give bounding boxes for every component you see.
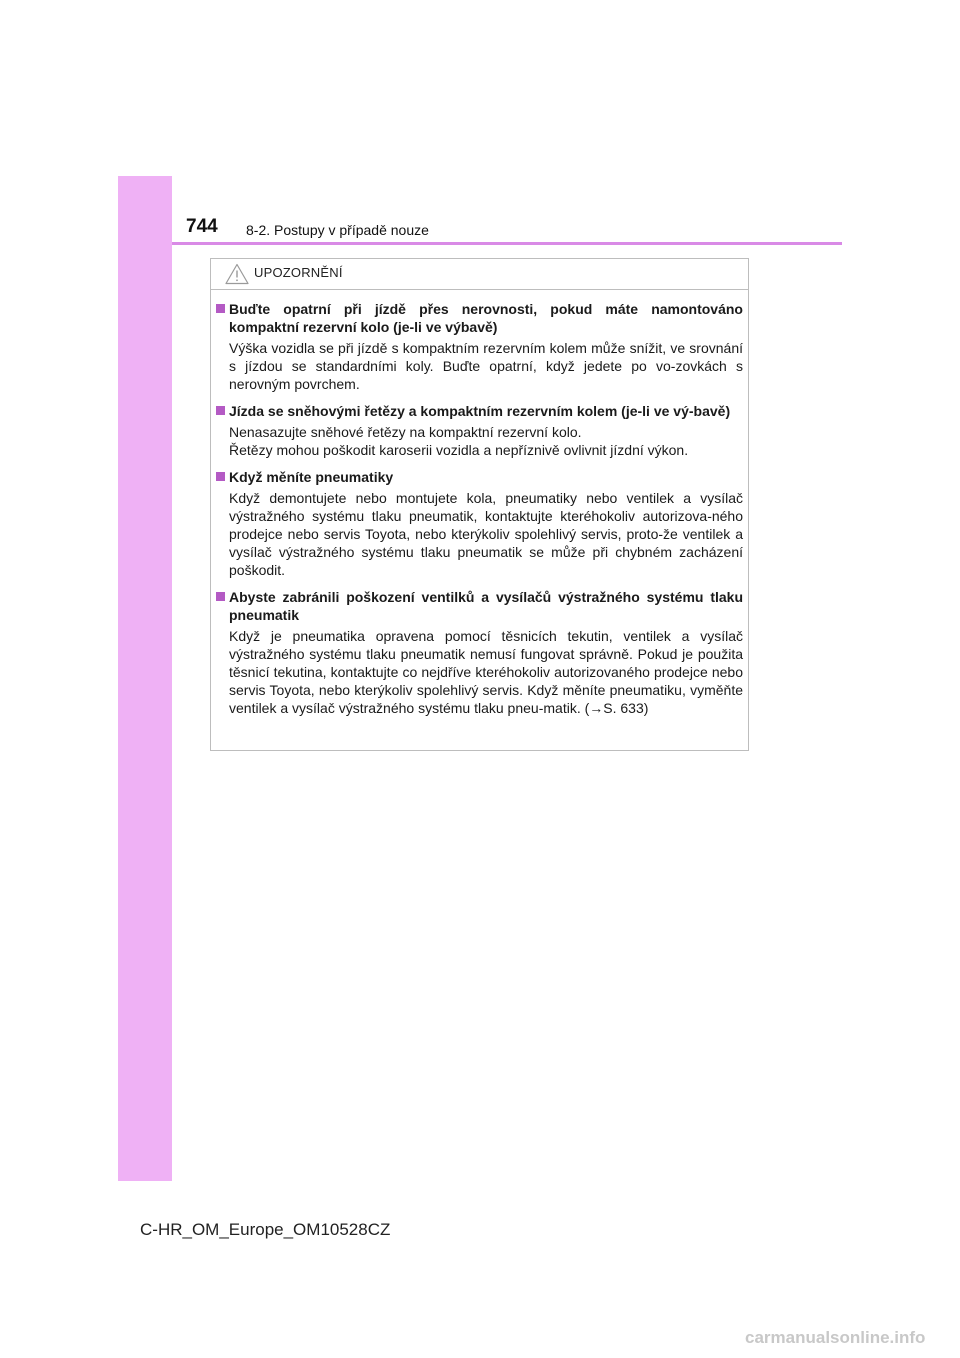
chapter-side-tab (118, 176, 172, 1181)
warning-item-text: Řetězy mohou poškodit karoserii vozidla a nepříznivě ovlivnit jízdní výkon. (229, 442, 689, 458)
warning-item-text: Nenasazujte sněhové řetězy na kompaktní rezervní kolo. (229, 424, 582, 440)
warning-label: UPOZORNĚNÍ (254, 265, 343, 280)
warning-item (215, 402, 743, 459)
warning-item-title (215, 468, 743, 486)
warning-item (215, 300, 743, 393)
warning-item-title-text: Když měníte pneumatiky (229, 469, 394, 485)
warning-body (215, 300, 743, 726)
warning-item-text: Když demontujete nebo montujete kola, pneumatiky nebo ventilek a vysílač výstražného systému tlaku pneumatik, kontaktujte kteréhokoliv autorizova-ného prodejce nebo servis Toyota, nebo kterýkoliv spolehlivý servis, proto-že ventilek a vysílač výstražného systému tlaku pneumatik se může při chybném zacházení poškodit. (229, 490, 743, 578)
warning-item-title-text: Buďte opatrní při jízdě přes nerovnosti, pokud máte namontováno kompaktní rezervní kolo (je-li ve výbavě) (229, 301, 743, 335)
warning-triangle-icon (225, 263, 249, 285)
warning-item-title-text: Abyste zabránili poškození ventilků a vysílačů výstražného systému tlaku pneumatik (229, 589, 743, 623)
warning-item-title (215, 402, 743, 420)
warning-item-title (215, 300, 743, 336)
section-title: 8-2. Postupy v případě nouze (246, 222, 429, 238)
warning-item-title (215, 588, 743, 624)
bullet-square-icon (216, 406, 225, 415)
page-number: 744 (186, 216, 218, 237)
warning-box (210, 258, 749, 751)
warning-item-title-text: Jízda se sněhovými řetězy a kompaktním rezervním kolem (je-li ve vý-bavě) (229, 403, 731, 419)
bullet-square-icon (216, 592, 225, 601)
watermark[interactable]: carmanualsonline.info (745, 1328, 926, 1347)
bullet-square-icon (216, 304, 225, 313)
warning-item-text: Výška vozidla se při jízdě s kompaktním rezervním kolem může snížit, ve srovnání s jízdou se standardními koly. Buďte opatrní, když jedete po vo-zovkách s nerovným povrchem. (229, 340, 743, 392)
bullet-square-icon (216, 472, 225, 481)
document-code: C-HR_OM_Europe_OM10528CZ (140, 1220, 391, 1239)
warning-header (211, 259, 748, 290)
warning-item (215, 588, 743, 717)
warning-item (215, 468, 743, 579)
header-divider (172, 242, 842, 245)
warning-item-text: Když je pneumatika opravena pomocí těsnicích tekutin, ventilek a vysílač výstražného systému tlaku pneumatik nemusí fungovat správně. Pokud je použita těsnicí tekutina, kontaktujte co nejdříve kteréhokoliv autorizovaného prodejce nebo servis Toyota, nebo kterýkoliv spolehlivý servis. Když měníte pneumatiku, vyměňte ventilek a vysílač výstražného systému tlaku pneu-matik. (→S. 633) (229, 628, 743, 716)
